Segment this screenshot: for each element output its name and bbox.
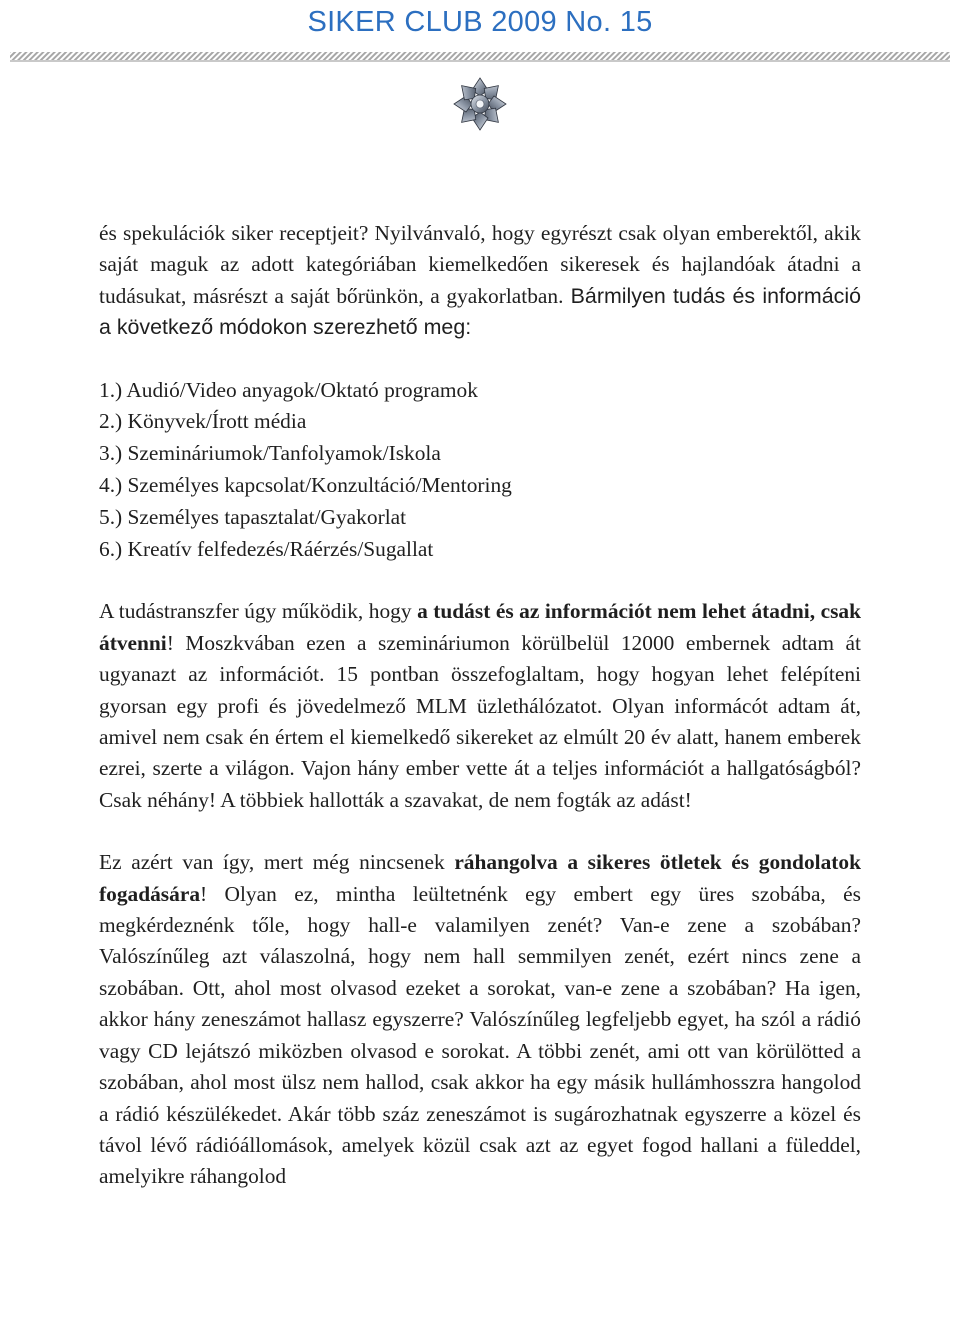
spacer bbox=[99, 344, 861, 375]
paragraph-radio-analogy-rest: ! Olyan ez, mintha leültetnénk egy embert egy üres szobába, és megkérdeznénk tőle, hogy hall-e valamilyen zenét? Van-e zene a szobában? Valószínűleg azt válaszolná, hogy nem hall semmilyen zenét, ezért nincs zene a szobában. Ott, ahol most olvasod ezeket a sorokat, van-e zene a szobában? Ha igen, akkor hány zeneszámot hallasz egyszerre? Valószínűleg legfeljebb egyet, ha szól a rádió vagy CD lejátszó miközben olvasod e sorokat. A többi zenét, ami ott van körülötted a szobában, ahol most ülsz nem hallod, csak akkor ha egy másik hullámhosszra hangolod a rádió készülékedet. Akár több száz zeneszámot is sugározhatnak egyszerre a közel és távol lévő rádióállomások, amelyek közül csak azt az egyet fogod hallani a füleddel, amelyikre ráhangolod bbox=[99, 881, 861, 1189]
spacer bbox=[99, 565, 861, 596]
paragraph-intro-part1: és spekulációk siker receptjeit? Nyilvánvaló, hogy egyrészt csak olyan emberektől, akik saját maguk az adott kategóriában kiemelkedően sikeresek és hajlandóak átadni a tudásukat, másrészt a saját bőrünkön, a gyakorlatban. bbox=[99, 221, 861, 308]
paragraph-knowledge-transfer-emphasis: a tudást és az információt nem lehet átadni, csak átvenni bbox=[99, 599, 861, 655]
list-item: 2.) Könyvek/Írott média bbox=[99, 409, 307, 434]
paragraph-intro-part2: Bármilyen tudás és információ a következő módokon szerezhető meg: bbox=[99, 283, 861, 340]
paragraph-knowledge-transfer bbox=[99, 596, 861, 816]
spacer bbox=[99, 816, 861, 847]
diamond-flower-logo-icon bbox=[450, 74, 510, 134]
header-divider bbox=[10, 50, 950, 64]
article-body bbox=[99, 218, 861, 1193]
paragraph-knowledge-transfer-lead: A tudástranszfer úgy működik, hogy bbox=[99, 599, 418, 624]
page-header-title: SIKER CLUB 2009 No. 15 bbox=[307, 6, 653, 38]
list-item: 1.) Audió/Video anyagok/Oktató programok bbox=[99, 377, 478, 402]
list-item: 4.) Személyes kapcsolat/Konzultáció/Mentoring bbox=[99, 473, 512, 498]
list-item: 6.) Kreatív felfedezés/Ráérzés/Sugallat bbox=[99, 536, 434, 561]
paragraph-radio-analogy bbox=[99, 847, 861, 1192]
paragraph-radio-analogy-lead: Ez azért van így, mert még nincsenek bbox=[99, 850, 455, 875]
knowledge-sources-list bbox=[99, 375, 861, 566]
list-item: 3.) Szemináriumok/Tanfolyamok/Iskola bbox=[99, 441, 441, 466]
list-item: 5.) Személyes tapasztalat/Gyakorlat bbox=[99, 504, 407, 529]
paragraph-radio-analogy-emphasis: ráhangolva a sikeres ötletek és gondolatok fogadására bbox=[99, 850, 861, 906]
paragraph-knowledge-transfer-rest: ! Moszkvában ezen a szemináriumon körülbelül 12000 embernek adtam át ugyanazt az információt. 15 pontban összefoglaltam, hogy hogyan lehet felépíteni gyorsan egy profi és jövedelmező MLM üzlethálózatot. Olyan informácót adtam át, amivel nem csak én értem el kiemelkedő sikereket az elmúlt 20 év alatt, hanem emberek ezrei, szerte a világon. Vajon hány ember vette át a teljes információt a hallgatóságból? Csak néhány! A többiek hallották a szavakat, de nem fogták az adást! bbox=[99, 630, 861, 812]
paragraph-intro bbox=[99, 218, 861, 344]
